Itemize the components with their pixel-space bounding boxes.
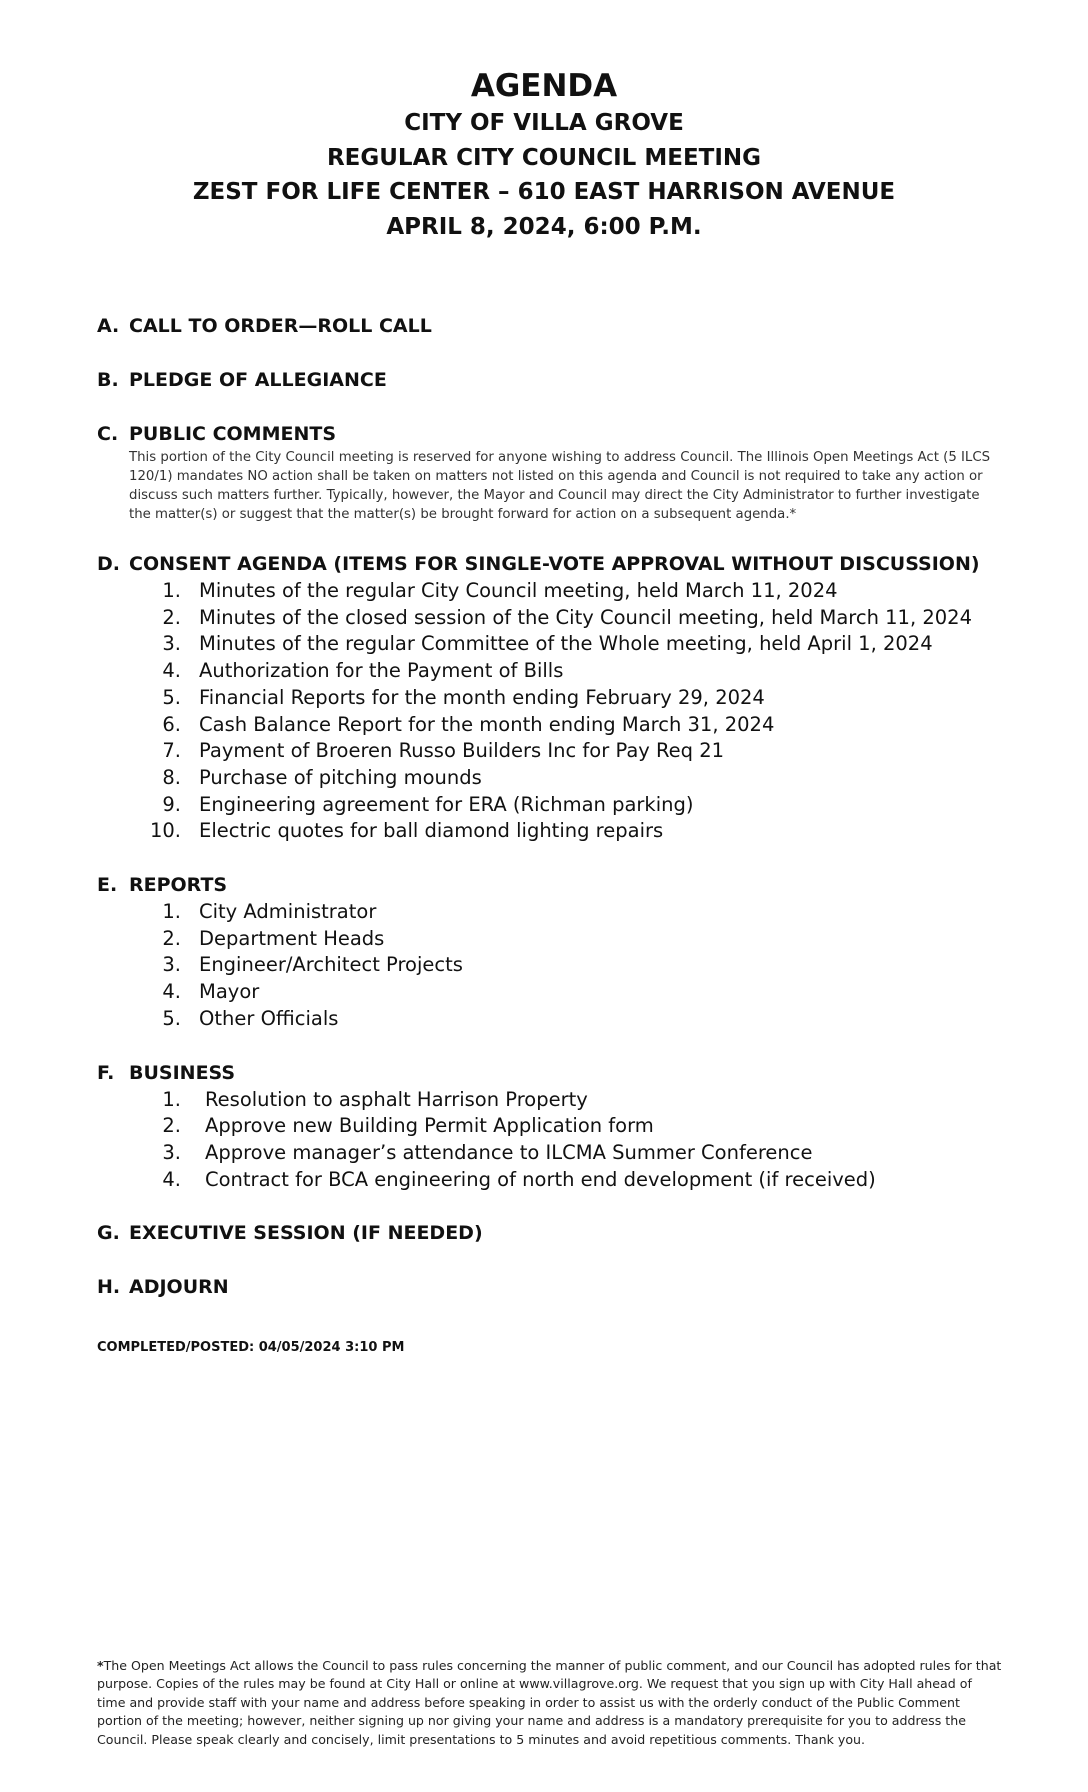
list-item xyxy=(97,605,997,632)
list-item xyxy=(97,765,997,792)
item-number: 6. xyxy=(162,712,181,736)
item-text: Payment of Broeren Russo Builders Inc for Pay Req 21 xyxy=(199,739,725,763)
section-adjourn xyxy=(97,1274,997,1301)
reports-list xyxy=(97,899,997,1033)
section-heading xyxy=(97,1220,997,1247)
business-list xyxy=(97,1087,997,1194)
meeting-type: REGULAR CITY COUNCIL MEETING xyxy=(326,144,762,171)
item-number: 10. xyxy=(149,819,181,843)
item-text: Approve new Building Permit Application form xyxy=(205,1114,654,1138)
item-number: 8. xyxy=(162,765,181,789)
section-heading xyxy=(97,1274,997,1301)
section-title: CONSENT AGENDA (ITEMS FOR SINGLE-VOTE APPROVAL WITHOUT DISCUSSION) xyxy=(129,553,980,575)
list-item xyxy=(97,1140,997,1167)
section-letter: B. xyxy=(97,369,119,391)
footnote-asterisk: * xyxy=(97,1658,104,1673)
section-heading xyxy=(97,551,997,578)
list-item xyxy=(97,1113,997,1140)
list-item xyxy=(97,899,997,926)
item-number: 3. xyxy=(162,1140,181,1164)
list-item xyxy=(97,658,997,685)
meeting-location: ZEST FOR LIFE CENTER – 610 EAST HARRISON AVENUE xyxy=(192,179,896,205)
item-number: 2. xyxy=(162,605,181,629)
page-title: AGENDA xyxy=(470,68,618,104)
item-number: 1. xyxy=(162,579,181,602)
section-title: CALL TO ORDER—ROLL CALL xyxy=(129,315,432,337)
section-heading xyxy=(97,367,997,394)
section-call-to-order xyxy=(97,313,997,340)
item-number: 2. xyxy=(162,926,181,950)
section-heading xyxy=(97,313,997,340)
item-number: 4. xyxy=(162,980,181,1004)
item-text: Engineer/Architect Projects xyxy=(199,953,463,977)
section-title: REPORTS xyxy=(129,874,228,897)
list-item xyxy=(97,1087,997,1114)
list-item xyxy=(97,578,997,605)
item-text: Engineering agreement for ERA (Richman parking) xyxy=(199,792,694,816)
item-number: 5. xyxy=(162,1006,181,1030)
list-item xyxy=(97,631,997,658)
section-letter: A. xyxy=(97,315,120,337)
section-letter: G. xyxy=(97,1222,120,1245)
item-number: 4. xyxy=(162,1167,181,1191)
item-number: 4. xyxy=(162,659,181,683)
section-consent-agenda xyxy=(97,551,997,845)
meeting-datetime: APRIL 8, 2024, 6:00 P.M. xyxy=(386,213,702,240)
list-item xyxy=(97,979,997,1006)
list-item xyxy=(97,738,997,765)
public-comments-note: This portion of the City Council meeting is reserved for anyone wishing to address Council. The Illinois Open Meetings Act (5 ILCS 120/1) mandates NO action shall be taken on matters not listed on this agenda and Council is not required to take any action or discuss such matters further. Typically, however, the Mayor and Council may direct the City Administrator to further investigate the matter(s) or suggest that the matter(s) be brought forward for action on a subsequent agenda.* xyxy=(129,450,991,522)
list-item xyxy=(97,952,997,979)
list-item xyxy=(97,1167,997,1194)
section-letter: E. xyxy=(97,874,118,897)
list-item xyxy=(97,712,997,739)
item-number: 3. xyxy=(162,632,181,656)
section-letter: D. xyxy=(97,553,120,575)
item-number: 5. xyxy=(162,685,181,709)
item-number: 9. xyxy=(162,792,181,816)
section-letter: H. xyxy=(97,1276,121,1299)
section-title: EXECUTIVE SESSION (IF NEEDED) xyxy=(129,1222,483,1245)
item-number: 3. xyxy=(162,953,181,977)
item-text: Purchase of pitching mounds xyxy=(199,765,482,789)
item-text: Electric quotes for ball diamond lighting repairs xyxy=(199,819,664,843)
agenda-body xyxy=(97,313,997,1301)
section-title: PUBLIC COMMENTS xyxy=(129,423,337,445)
item-text: Mayor xyxy=(199,980,260,1004)
section-heading xyxy=(97,421,997,448)
consent-agenda-list xyxy=(97,578,997,845)
section-title: BUSINESS xyxy=(129,1061,236,1084)
item-text: City Administrator xyxy=(199,900,377,924)
item-number: 1. xyxy=(162,1087,181,1111)
item-text: Minutes of the closed session of the City Council meeting, held March 11, 2024 xyxy=(199,605,972,629)
list-item xyxy=(97,685,997,712)
item-number: 1. xyxy=(162,900,181,924)
section-letter: C. xyxy=(97,423,119,445)
section-title: PLEDGE OF ALLEGIANCE xyxy=(129,369,387,391)
item-text: Authorization for the Payment of Bills xyxy=(199,659,564,683)
section-title: ADJOURN xyxy=(129,1276,229,1299)
item-text: Contract for BCA engineering of north end development (if received) xyxy=(205,1167,876,1191)
list-item xyxy=(97,1006,997,1033)
section-heading xyxy=(97,1060,997,1087)
section-business xyxy=(97,1060,997,1194)
footnote xyxy=(97,1657,1002,1749)
posted-timestamp: COMPLETED/POSTED: 04/05/2024 3:10 PM xyxy=(97,1340,405,1355)
section-public-comments xyxy=(97,421,997,524)
item-text: Financial Reports for the month ending February 29, 2024 xyxy=(199,685,765,709)
item-number: 7. xyxy=(162,739,181,763)
section-pledge xyxy=(97,367,997,394)
agenda-header xyxy=(0,66,1088,244)
section-reports xyxy=(97,872,997,1033)
item-text: Resolution to asphalt Harrison Property xyxy=(205,1087,588,1111)
item-number: 2. xyxy=(162,1114,181,1138)
item-text: Other Officials xyxy=(199,1006,339,1030)
city-name: CITY OF VILLA GROVE xyxy=(404,110,684,136)
section-letter: F. xyxy=(97,1061,115,1084)
item-text: Department Heads xyxy=(199,926,385,950)
footnote-text: The Open Meetings Act allows the Council to pass rules concerning the manner of public comment, and our Council has adopted rules for that purpose. Copies of the rules may be found at City Hall or online at www.villagrove.org. We request that you sign up with City Hall ahead of time and provide staff with your name and address before speaking in order to assist us with the orderly conduct of the Public Comment portion of the meeting; however, neither signing up nor giving your name and address is a mandatory prerequisite for you to address the Council. Please speak clearly and concisely, limit presentations to 5 minutes and avoid repetitious comments. Thank you. xyxy=(97,1658,1002,1747)
item-text: Approve manager’s attendance to ILCMA Summer Conference xyxy=(205,1140,813,1164)
section-executive-session xyxy=(97,1220,997,1247)
item-text: Minutes of the regular City Council meeting, held March 11, 2024 xyxy=(199,579,838,602)
list-item xyxy=(97,818,997,845)
list-item xyxy=(97,926,997,953)
list-item xyxy=(97,792,997,819)
section-heading xyxy=(97,872,997,899)
item-text: Minutes of the regular Committee of the Whole meeting, held April 1, 2024 xyxy=(199,632,933,656)
item-text: Cash Balance Report for the month ending March 31, 2024 xyxy=(199,712,775,736)
